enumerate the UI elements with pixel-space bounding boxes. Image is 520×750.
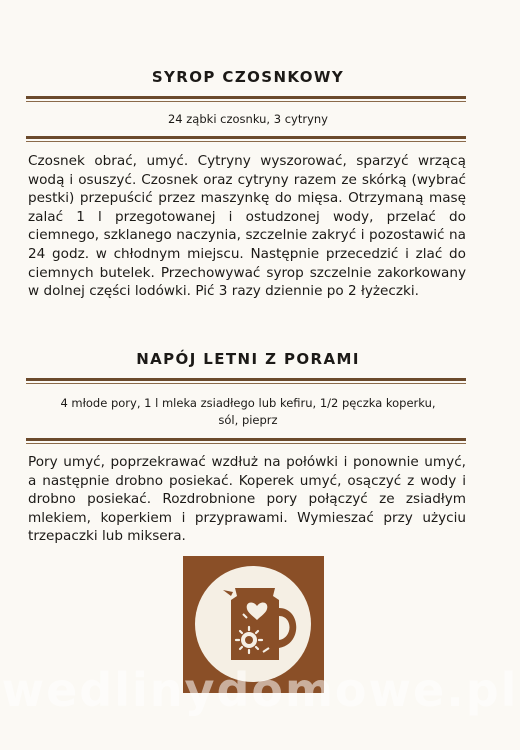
- recipe2-top-rule: [26, 378, 466, 384]
- jug-with-heart-and-sun-icon: [183, 556, 324, 693]
- watermark: wedlinydomowe.pl: [1, 663, 519, 717]
- recipe1-top-rule: [26, 96, 466, 102]
- jug-body: [231, 588, 279, 660]
- recipe1-bottom-rule: [26, 136, 466, 142]
- recipe2-instructions: Pory umyć, poprzekrawać wzdłuż na połówki i ponownie umyć, a następnie drobno posiekać. Koperek umyć, osączyć z wody i drobno posiekać. Rozdrobnione pory połączyć ze zsiadłym mlekiem, koperkiem i przyprawami. Wymieszać przy użyciu trzepaczki lub miksera.: [28, 454, 466, 545]
- recipe2-title: NAPÓJ LETNI Z PORAMI: [136, 350, 360, 368]
- recipe2-ingredients-line2: sól, pieprz: [218, 413, 278, 427]
- decorative-logo-tile: [183, 556, 324, 693]
- recipe1-instructions: Czosnek obrać, umyć. Cytryny wyszorować, sparzyć wrzącą wodą i osuszyć. Czosnek oraz cytryny razem ze skórką (wybrać pestki) przepuścić przez maszynkę do mięsa. Otrzymaną masę zalać 1 l przegotowanej i ostudzonej wody, przelać do ciemnego, szklanego naczynia, szczelnie zakryć i pozostawić na 24 godz. w chłodnym miejscu. Następnie przecedzić i zlać do ciemnych butelek. Przechowywać syrop szczelnie zakorkowany w dolnej części lodówki. Pić 3 razy dziennie po 2 łyżeczki.: [28, 153, 466, 300]
- recipe2-bottom-rule: [26, 438, 466, 444]
- recipe2-ingredients-line1: 4 młode pory, 1 l mleka zsiadłego lub kefiru, 1/2 pęczka koperku,: [60, 396, 436, 410]
- recipe2-ingredients: [28, 395, 468, 429]
- recipe1-ingredients: 24 ząbki czosnku, 3 cytryny: [167, 112, 328, 126]
- recipe1-title: SYROP CZOSNKOWY: [151, 68, 345, 86]
- sun-icon: [236, 627, 262, 653]
